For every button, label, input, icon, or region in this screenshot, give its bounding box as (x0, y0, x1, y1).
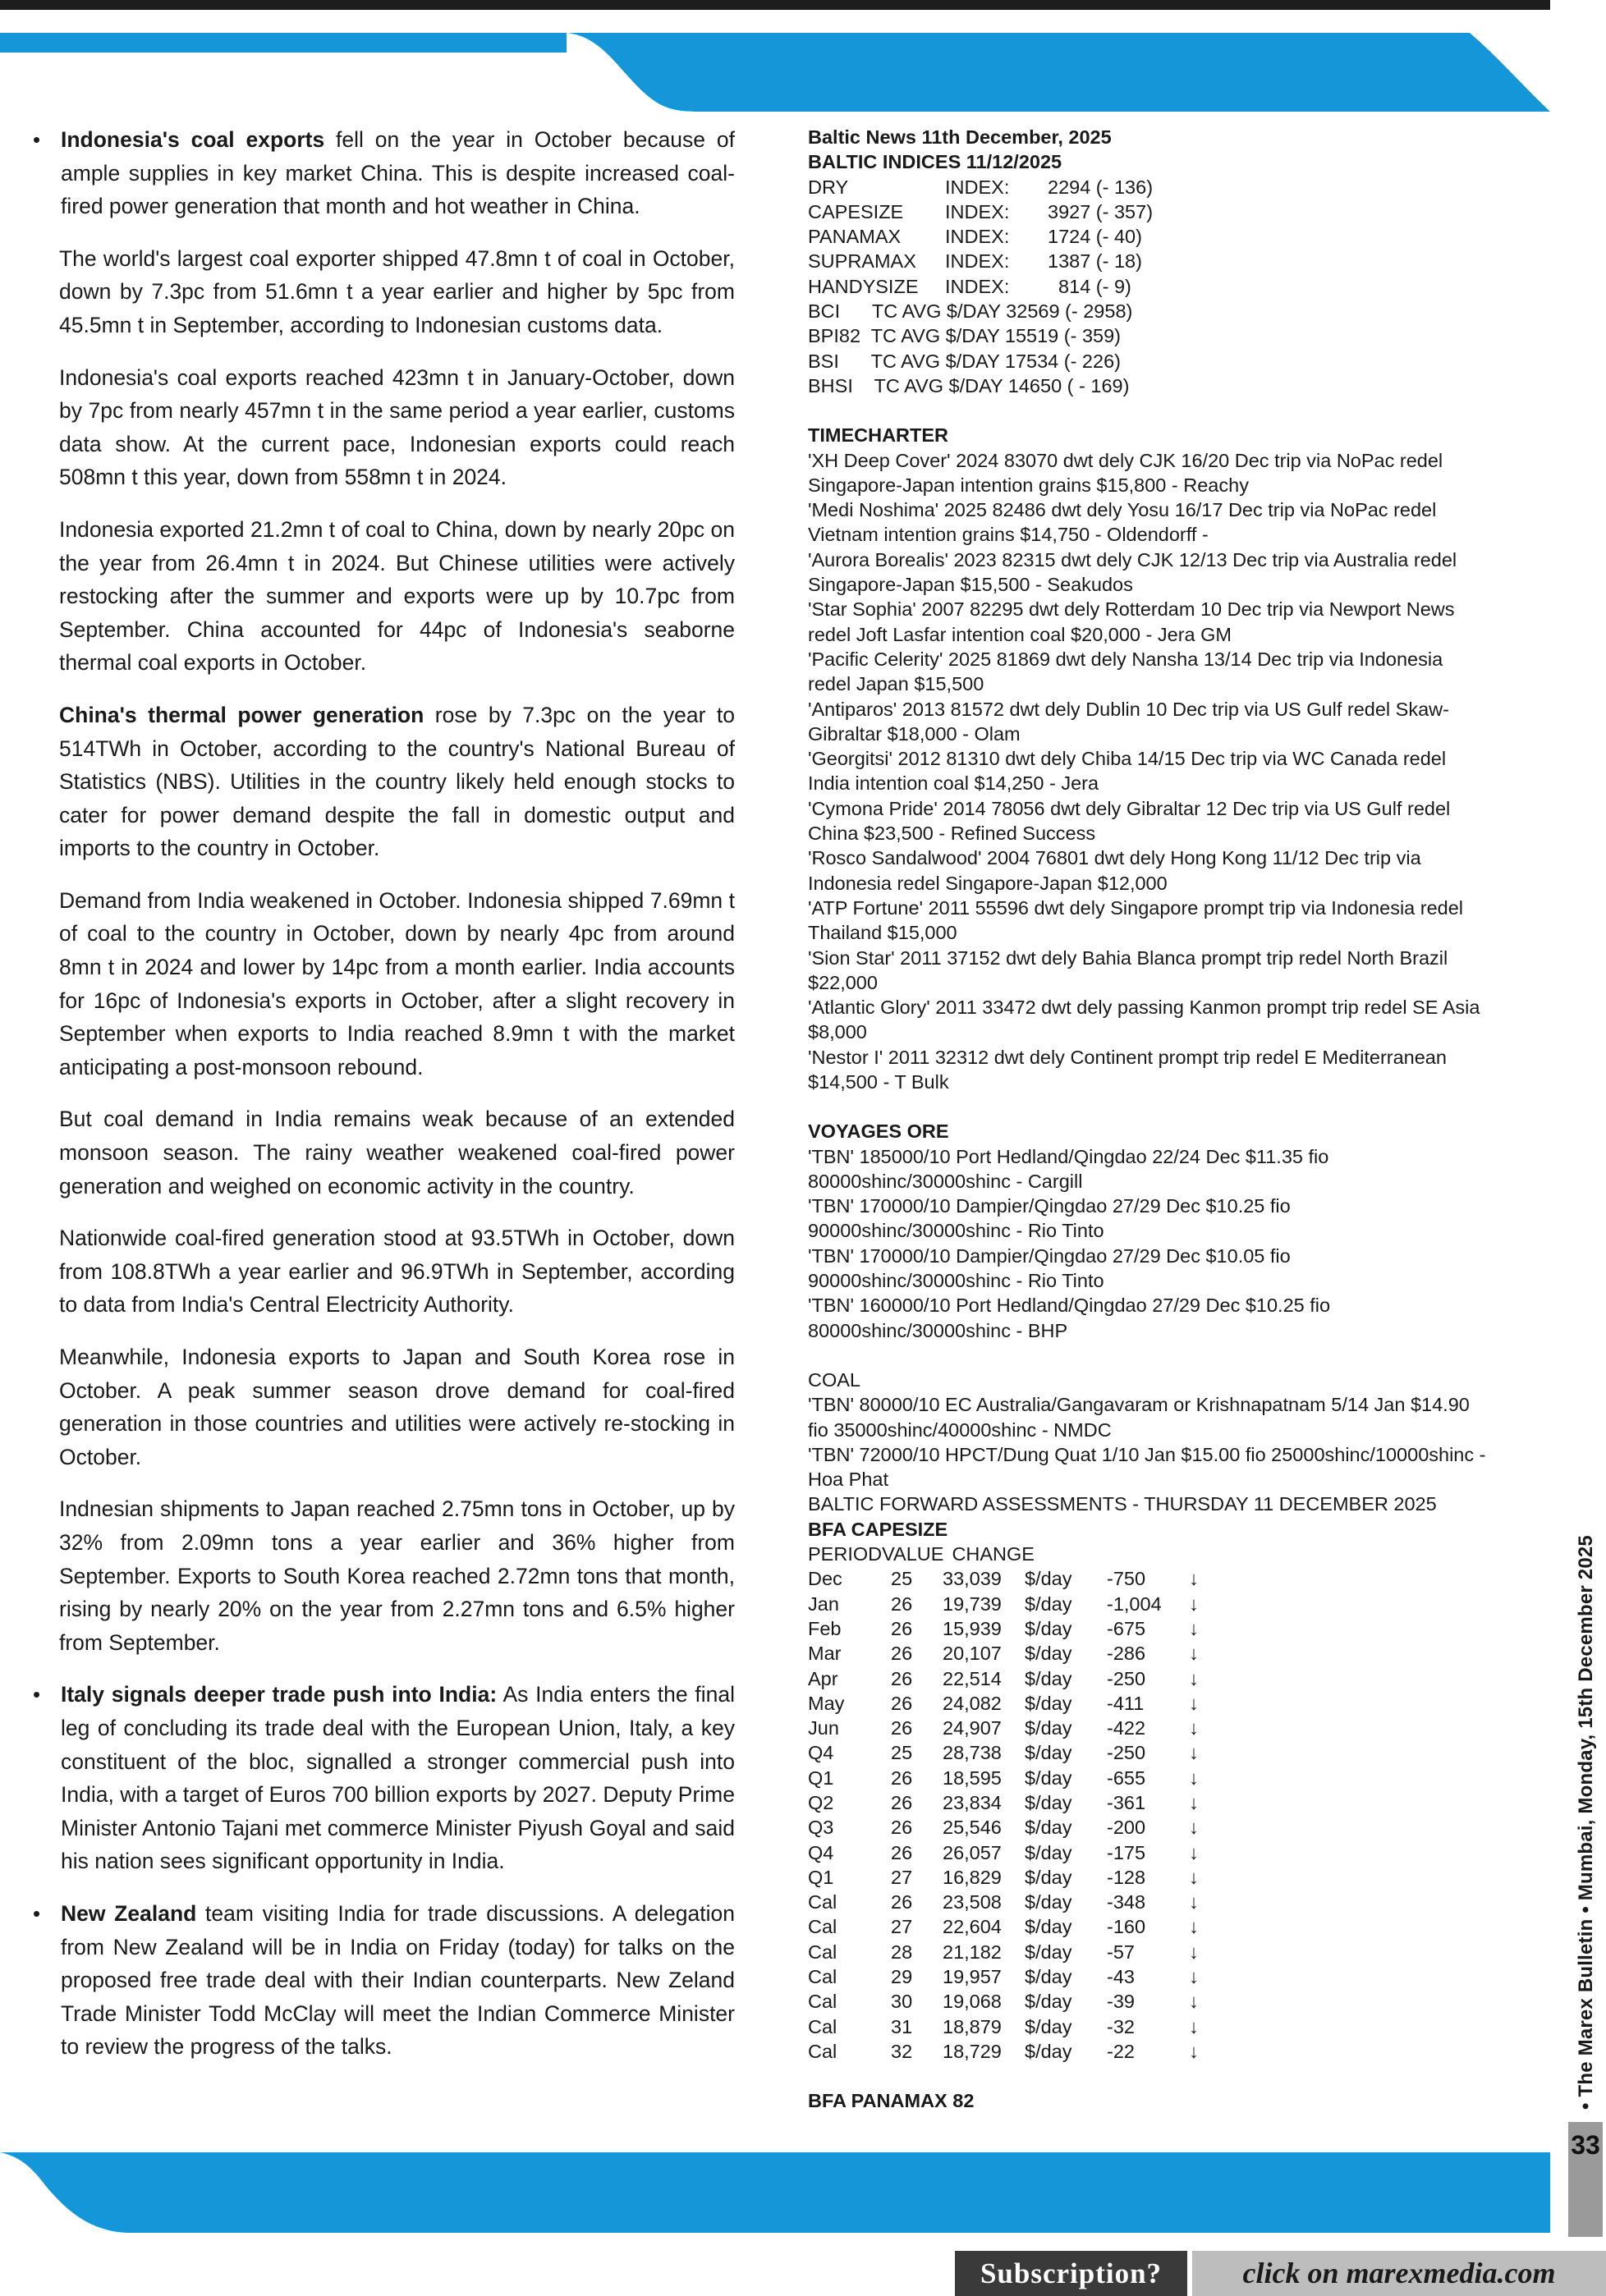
bfa-year: 26 (891, 1792, 913, 1813)
bfa-period: Apr (808, 1667, 838, 1689)
bfa-value: 20,107 (943, 1643, 1002, 1665)
bfa-row (808, 1890, 1530, 1914)
down-arrow-icon: ↓ (1189, 1767, 1199, 1789)
index-row (808, 274, 1530, 299)
index-name: PANAMAX (808, 226, 902, 248)
bfa-period: Mar (808, 1643, 842, 1665)
timecharter-line: 'ATP Fortune' 2011 55596 dwt dely Singapore prompt trip via Indonesia redel (808, 896, 1464, 919)
down-arrow-icon: ↓ (1189, 2040, 1199, 2062)
bfa-unit: $/day (1025, 1643, 1072, 1665)
timecharter-line: 'Rosco Sandalwood' 2004 76801 dwt dely Hong Kong 11/12 Dec trip via (808, 847, 1421, 869)
bfa-period: Cal (808, 1916, 837, 1938)
bfa-change: -32 (1107, 2015, 1135, 2037)
bfa-row (808, 1940, 1530, 1964)
bfa-change: -655 (1107, 1767, 1146, 1789)
bullet-lead: Italy signals deeper trade push into India: (61, 1682, 498, 1707)
timecharter-line: India intention coal $14,250 - Jera (808, 772, 1099, 795)
bullet-icon: • (33, 127, 41, 152)
page-number: 33 (1571, 2130, 1600, 2160)
bfa-value: 28,738 (943, 1742, 1002, 1764)
down-arrow-icon: ↓ (1189, 1941, 1199, 1963)
bfa-row (808, 1592, 1530, 1616)
bfa-change: -286 (1107, 1643, 1146, 1665)
bfa-value: 23,508 (943, 1891, 1002, 1913)
index-name: SUPRAMAX (808, 250, 916, 273)
bullet-text: fell on the year in October because of ample supplies in key market China. This is despite increased coal-fired power generation that month and hot weather in China. (61, 127, 735, 219)
timecharter-list (808, 448, 1530, 1095)
bfa-value: 23,834 (943, 1792, 1002, 1813)
timecharter-line: 'Star Sophia' 2007 82295 dwt dely Rotterdam 10 Dec trip via Newport News (808, 598, 1455, 621)
down-arrow-icon: ↓ (1189, 1841, 1199, 1863)
coal-line: 'TBN' 80000/10 EC Australia/Gangavaram or Krishnapatnam 5/14 Jan $14.90 (808, 1394, 1470, 1416)
bfa-period: Q1 (808, 1866, 834, 1888)
index-name: HANDYSIZE (808, 275, 919, 297)
bfa-period: Dec (808, 1568, 842, 1590)
down-arrow-icon: ↓ (1189, 1891, 1199, 1913)
baltic-news-column (808, 125, 1530, 2114)
timecharter-heading: TIMECHARTER (808, 424, 949, 447)
down-arrow-icon: ↓ (1189, 1593, 1199, 1615)
timecharter-line: 'Antiparos' 2013 81572 dwt dely Dublin 10 Dec trip via US Gulf redel Skaw- (808, 698, 1449, 720)
timecharter-line: Singapore-Japan intention grains $15,800 - Reachy (808, 474, 1249, 496)
bfa-row (808, 1740, 1530, 1765)
bfa-row (808, 1666, 1530, 1691)
bfa-period: Cal (808, 1966, 837, 1988)
bfa-period: Q4 (808, 1841, 834, 1863)
bfa-period: Cal (808, 1991, 837, 2013)
bfa-row (808, 1616, 1530, 1641)
bfa-year: 30 (891, 1991, 913, 2013)
bfa-period: Jun (808, 1717, 839, 1739)
down-arrow-icon: ↓ (1189, 1792, 1199, 1813)
bullet-text: As India enters the final leg of concluding its trade deal with the European Union, Italy, a key constituent of the bloc, signalled a stronger commercial push into India, with a target of Euros 700 billion exports by 2027. Deputy Prime Minister Antonio Tajani met commerce Minister Piyush Goyal and said his nation sees significant opportunity in India. (61, 1682, 736, 1874)
tc-average-row: BSI TC AVG $/DAY 17534 (- 226) (808, 350, 1121, 372)
paragraph: Meanwhile, Indonesia exports to Japan and South Korea rose in October. A peak summer season drove demand for coal-fired generation in those countries and utilities were actively re-stocking in October. (59, 1345, 735, 1469)
bfa-year: 27 (891, 1866, 913, 1888)
bfa-change: -128 (1107, 1866, 1146, 1888)
timecharter-line: $14,500 - T Bulk (808, 1070, 949, 1093)
bfa-header-value: VALUE (882, 1543, 944, 1565)
bullet-icon: • (33, 1900, 41, 1926)
bfa-change: -160 (1107, 1916, 1146, 1938)
bfa-change: -411 (1107, 1692, 1145, 1714)
top-rule (0, 0, 1550, 10)
bfa-change: -361 (1107, 1792, 1146, 1813)
bfa-unit: $/day (1025, 1941, 1072, 1963)
bfa-header-period: PERIOD (808, 1543, 883, 1565)
bfa-change: -1,004 (1107, 1593, 1162, 1615)
bfa-period: Cal (808, 1891, 837, 1913)
bullet-icon: • (33, 1682, 41, 1707)
down-arrow-icon: ↓ (1189, 1692, 1199, 1714)
coal-line: 'TBN' 72000/10 HPCT/Dung Quat 1/10 Jan $15.00 fio 25000shinc/10000shinc - (808, 1443, 1486, 1465)
bullet-lead: Indonesia's coal exports (61, 127, 325, 152)
bfa-value: 22,604 (943, 1916, 1002, 1938)
down-arrow-icon: ↓ (1189, 1916, 1199, 1938)
paragraph: But coal demand in India remains weak because of an extended monsoon season. The rainy weather weakened coal-fired power generation and weighed on economic activity in the country. (59, 1107, 735, 1198)
timecharter-line: $8,000 (808, 1021, 867, 1043)
timecharter-line: $22,000 (808, 971, 878, 993)
down-arrow-icon: ↓ (1189, 1966, 1199, 1988)
bfa-row (808, 1766, 1530, 1790)
bfa-row (808, 1989, 1530, 2014)
bfa-unit: $/day (1025, 1792, 1072, 1813)
bullet-text: team visiting India for trade discussions. A delegation from New Zealand will be in India on Friday (today) for talks on the proposed free trade deal with their Indian counterparts. New Zeland Trade Minister Todd McClay will meet the Indian Commerce Minister to review the progress of the talks. (61, 1900, 735, 2060)
bfa-value: 19,957 (943, 1966, 1002, 1988)
voyage-line: 'TBN' 160000/10 Port Hedland/Qingdao 27/29 Dec $10.25 fio (808, 1295, 1331, 1317)
bfa-change: -675 (1107, 1617, 1146, 1639)
voyage-line: 'TBN' 170000/10 Dampier/Qingdao 27/29 Dec $10.05 fio (808, 1244, 1291, 1267)
bfa-row (808, 1790, 1530, 1815)
bfa-year: 31 (891, 2015, 913, 2037)
bfa-row (808, 1641, 1530, 1666)
bfa-year: 26 (891, 1817, 913, 1839)
bfa-unit: $/day (1025, 2040, 1072, 2062)
bfa-year: 26 (891, 1667, 913, 1689)
down-arrow-icon: ↓ (1189, 1817, 1199, 1839)
bullet-paragraph (33, 1897, 735, 2064)
timecharter-line: 'Atlantic Glory' 2011 33472 dwt dely passing Kanmon prompt trip redel SE Asia (808, 997, 1480, 1019)
bfa-year: 26 (891, 1841, 913, 1863)
bfa-unit: $/day (1025, 1966, 1072, 1988)
voyages-ore-heading: VOYAGES ORE (808, 1121, 949, 1143)
bfa-period: Cal (808, 2040, 837, 2062)
timecharter-line: 'Nestor I' 2011 32312 dwt dely Continent prompt trip redel E Mediterranean (808, 1046, 1447, 1068)
side-footer-text: • The Marex Bulletin • Mumbai, Monday, 15th December 2025 (1575, 1535, 1597, 2110)
bfa-change: -43 (1107, 1966, 1135, 1988)
bfa-unit: $/day (1025, 1866, 1072, 1888)
bfa-period: Q3 (808, 1817, 834, 1839)
paragraph: The world's largest coal exporter shipped 47.8mn t of coal in October, down by 7.3pc from 51.6mn t a year earlier and higher by 5pc from 45.5mn t in September, according to Indonesian customs data. (59, 245, 735, 337)
bfa-value: 24,082 (943, 1692, 1002, 1714)
index-row (808, 175, 1530, 199)
bfa-year: 32 (891, 2040, 913, 2062)
coal-line: fio 35000shinc/40000shinc - NMDC (808, 1418, 1112, 1441)
bfa-year: 26 (891, 1643, 913, 1665)
page-number-tab (1568, 2122, 1603, 2237)
bfa-year: 26 (891, 1692, 913, 1714)
bfa-change: -57 (1107, 1941, 1135, 1963)
down-arrow-icon: ↓ (1189, 2015, 1199, 2037)
bfa-year: 28 (891, 1941, 913, 1963)
bfa-period: Jan (808, 1593, 839, 1615)
bfa-value: 19,068 (943, 1991, 1002, 2013)
bfa-unit: $/day (1025, 1593, 1072, 1615)
voyage-line: 90000shinc/30000shinc - Rio Tinto (808, 1270, 1104, 1292)
index-value: 1387 (- 18) (1048, 250, 1142, 273)
news-column (33, 123, 735, 2083)
index-label: INDEX: (945, 176, 1010, 198)
coal-heading: COAL (808, 1368, 860, 1391)
bfa-unit: $/day (1025, 1916, 1072, 1938)
timecharter-line: 'Georgitsi' 2012 81310 dwt dely Chiba 14/15 Dec trip via WC Canada redel (808, 748, 1447, 770)
bfa-change: -750 (1107, 1568, 1146, 1590)
bfa-year: 26 (891, 1617, 913, 1639)
bfa-unit: $/day (1025, 1891, 1072, 1913)
down-arrow-icon: ↓ (1189, 1643, 1199, 1665)
bfa-row (808, 1716, 1530, 1740)
bfa-value: 19,739 (943, 1593, 1002, 1615)
bfa-year: 25 (891, 1568, 913, 1590)
timecharter-line: 'Cymona Pride' 2014 78056 dwt dely Gibraltar 12 Dec trip via US Gulf redel (808, 797, 1451, 819)
bfa-row (808, 2039, 1530, 2064)
bfa-period: Q2 (808, 1792, 834, 1813)
voyages-ore-list (808, 1144, 1530, 1343)
bfa-unit: $/day (1025, 1841, 1072, 1863)
index-value: 2294 (- 136) (1048, 176, 1154, 198)
bullet-lead: New Zealand (61, 1900, 197, 1926)
indices-heading: BALTIC INDICES 11/12/2025 (808, 151, 1062, 173)
bfa-change: -422 (1107, 1717, 1146, 1739)
bfa-value: 21,182 (943, 1941, 1002, 1963)
bfa-year: 26 (891, 1891, 913, 1913)
timecharter-line: 'Medi Noshima' 2025 82486 dwt dely Yosu 16/17 Dec trip via NoPac redel (808, 499, 1437, 521)
bfa-row (808, 1840, 1530, 1865)
bfa-row (808, 1815, 1530, 1840)
down-arrow-icon: ↓ (1189, 1568, 1199, 1590)
bfa-unit: $/day (1025, 1717, 1072, 1739)
bfa-value: 33,039 (943, 1568, 1002, 1590)
bfa-year: 26 (891, 1767, 913, 1789)
index-value: 1724 (- 40) (1048, 226, 1142, 248)
paragraph: Nationwide coal-fired generation stood at 93.5TWh in October, down from 108.8TWh a year earlier and 96.9TWh in September, according to data from India's Central Electricity Authority. (59, 1226, 735, 1318)
down-arrow-icon: ↓ (1189, 1617, 1199, 1639)
bfa-change: -348 (1107, 1891, 1146, 1913)
index-row (808, 224, 1530, 249)
tc-average-row: BPI82 TC AVG $/DAY 15519 (- 359) (808, 325, 1121, 347)
down-arrow-icon: ↓ (1189, 1866, 1199, 1888)
bfa-unit: $/day (1025, 1667, 1072, 1689)
bfa-value: 18,879 (943, 2015, 1002, 2037)
bfa-value: 25,546 (943, 1817, 1002, 1839)
paragraph: Indonesia's coal exports reached 423mn t in January-October, down by 7pc from nearly 457mn t in the same period a year earlier, customs data show. At the current pace, Indonesian exports could reach 508mn t this year, down from 558mn t in 2024. (59, 364, 735, 490)
timecharter-line: redel Japan $15,500 (808, 673, 984, 695)
paragraph-text: rose by 7.3pc on the year to 514TWh in October, according to the country's National Bureau of Statistics (NBS). Utilities in the country likely held enough stocks to cater for power demand despite the fall in domestic output and imports to the country in October. (59, 702, 736, 861)
tc-average-row: BCI TC AVG $/DAY 32569 (- 2958) (808, 300, 1133, 323)
index-name: CAPESIZE (808, 200, 904, 222)
index-label: INDEX: (945, 226, 1010, 248)
down-arrow-icon: ↓ (1189, 1742, 1199, 1764)
index-row (808, 249, 1530, 273)
bfa-unit: $/day (1025, 1617, 1072, 1639)
voyage-line: 90000shinc/30000shinc - Rio Tinto (808, 1220, 1104, 1242)
bottom-blue-band (0, 2152, 1550, 2233)
index-value: 814 (- 9) (1048, 275, 1131, 297)
timecharter-line: Vietnam intention grains $14,750 - Oldendorff - (808, 524, 1209, 546)
subscription-label: Subscription? (955, 2251, 1187, 2296)
bfa-change: -175 (1107, 1841, 1146, 1863)
index-label: INDEX: (945, 250, 1010, 273)
indices-table (808, 175, 1530, 299)
bfa-value: 18,729 (943, 2040, 1002, 2062)
voyage-line: 'TBN' 170000/10 Dampier/Qingdao 27/29 Dec $10.25 fio (808, 1195, 1291, 1217)
bfa-year: 26 (891, 1717, 913, 1739)
bfa-period: Feb (808, 1617, 842, 1639)
bfa-change: -22 (1107, 2040, 1135, 2062)
voyage-line: 'TBN' 185000/10 Port Hedland/Qingdao 22/24 Dec $11.35 fio (808, 1145, 1329, 1167)
coal-line: Hoa Phat (808, 1469, 888, 1491)
bfa-value: 24,907 (943, 1717, 1002, 1739)
bfa-change: -250 (1107, 1667, 1146, 1689)
index-row (808, 199, 1530, 224)
index-label: INDEX: (945, 200, 1010, 222)
bfa-unit: $/day (1025, 1742, 1072, 1764)
tc-average-row: BHSI TC AVG $/DAY 14650 ( - 169) (808, 374, 1130, 396)
paragraph: Indnesian shipments to Japan reached 2.75mn tons in October, up by 32% from 2.09mn tons a year earlier and 36% higher from September. Exports to South Korea reached 2.72mn tons that month, rising by nearly 20% on the year from 2.27mn tons and 6.5% higher from September. (59, 1496, 735, 1655)
timecharter-line: redel Joft Lasfar intention coal $20,000 - Jera GM (808, 623, 1232, 645)
index-label: INDEX: (945, 275, 1010, 297)
bfa-unit: $/day (1025, 1692, 1072, 1714)
paragraph (33, 699, 735, 865)
bfa-value: 26,057 (943, 1841, 1002, 1863)
bfa-year: 29 (891, 1966, 913, 1988)
bfa-change: -39 (1107, 1991, 1135, 2013)
timecharter-line: 'Sion Star' 2011 37152 dwt dely Bahia Blanca prompt trip redel North Brazil (808, 946, 1448, 969)
bfa-unit: $/day (1025, 1817, 1072, 1839)
bfa-period: Q4 (808, 1742, 834, 1764)
bfa-row (808, 1914, 1530, 1939)
bfa-change: -200 (1107, 1817, 1146, 1839)
bfa-row (808, 1865, 1530, 1890)
bfa-row (808, 1566, 1530, 1591)
voyage-line: 80000shinc/30000shinc - BHP (808, 1319, 1068, 1341)
bfa-unit: $/day (1025, 1568, 1072, 1590)
bfa-period: Q1 (808, 1767, 834, 1789)
index-name: DRY (808, 176, 849, 198)
bfa-year: 27 (891, 1916, 913, 1938)
bfa-change: -250 (1107, 1742, 1146, 1764)
subscription-link[interactable]: click on marexmedia.com (1192, 2251, 1606, 2296)
bfa-year: 25 (891, 1742, 913, 1764)
bfa-year: 26 (891, 1593, 913, 1615)
bfa-period: Cal (808, 1941, 837, 1963)
timecharter-line: 'XH Deep Cover' 2024 83070 dwt dely CJK 16/20 Dec trip via NoPac redel (808, 449, 1443, 471)
bfa-panamax-heading: BFA PANAMAX 82 (808, 2090, 975, 2112)
timecharter-line: China $23,500 - Refined Success (808, 823, 1096, 845)
bfa-value: 16,829 (943, 1866, 1002, 1888)
down-arrow-icon: ↓ (1189, 1717, 1199, 1739)
timecharter-line: 'Aurora Borealis' 2023 82315 dwt dely CJK 12/13 Dec trip via Australia redel (808, 548, 1457, 571)
voyage-line: 80000shinc/30000shinc - Cargill (808, 1170, 1083, 1192)
bfa-value: 18,595 (943, 1767, 1002, 1789)
paragraph-lead: China's thermal power generation (59, 702, 424, 727)
bfa-unit: $/day (1025, 1991, 1072, 2013)
bullet-paragraph (33, 1678, 735, 1878)
timecharter-line: 'Pacific Celerity' 2025 81869 dwt dely Nansha 13/14 Dec trip via Indonesia (808, 648, 1443, 670)
bfa-header-row (808, 1542, 1530, 1566)
bfa-row (808, 1691, 1530, 1716)
down-arrow-icon: ↓ (1189, 1667, 1199, 1689)
baltic-news-title: Baltic News 11th December, 2025 (808, 126, 1112, 148)
timecharter-line: Thailand $15,000 (808, 922, 957, 944)
bullet-paragraph (33, 123, 735, 223)
bfa-capesize-heading: BFA CAPESIZE (808, 1518, 948, 1540)
bfa-period: May (808, 1692, 845, 1714)
paragraph: Indonesia exported 21.2mn t of coal to China, down by nearly 20pc on the year from 26.4mn t in 2024. But Chinese utilities were actively restocking after the summer and exports were up by 10.7pc from September. China accounted for 44pc of Indonesia's seaborne thermal coal exports in October. (59, 516, 735, 676)
tc-average-list (808, 299, 1530, 398)
bfa-row (808, 1964, 1530, 1989)
timecharter-line: Gibraltar $18,000 - Olam (808, 722, 1021, 745)
timecharter-line: Indonesia redel Singapore-Japan $12,000 (808, 872, 1168, 894)
timecharter-line: Singapore-Japan $15,500 - Seakudos (808, 574, 1133, 596)
paragraph: Demand from India weakened in October. Indonesia shipped 7.69mn t of coal to the country in October, down by nearly 4pc from around 8mn t in 2024 and lower by 14pc from a month earlier. India accounts for 16pc of Indonesia's exports in October, after a slight recovery in September when exports to India reached 8.9mn t with the market anticipating a post-monsoon rebound. (59, 887, 735, 1079)
bfa-value: 15,939 (943, 1617, 1002, 1639)
bfa-period: Cal (808, 2015, 837, 2037)
bfa-unit: $/day (1025, 2015, 1072, 2037)
bfa-value: 22,514 (943, 1667, 1002, 1689)
coal-line: BALTIC FORWARD ASSESSMENTS - THURSDAY 11 DECEMBER 2025 (808, 1493, 1437, 1515)
coal-list (808, 1392, 1530, 1516)
bfa-capesize-table (808, 1566, 1530, 2064)
bfa-unit: $/day (1025, 1767, 1072, 1789)
index-value: 3927 (- 357) (1048, 200, 1154, 222)
top-blue-band (0, 33, 1550, 112)
bfa-header-change: CHANGE (952, 1543, 1035, 1565)
bfa-row (808, 2014, 1530, 2039)
down-arrow-icon: ↓ (1189, 1991, 1199, 2013)
